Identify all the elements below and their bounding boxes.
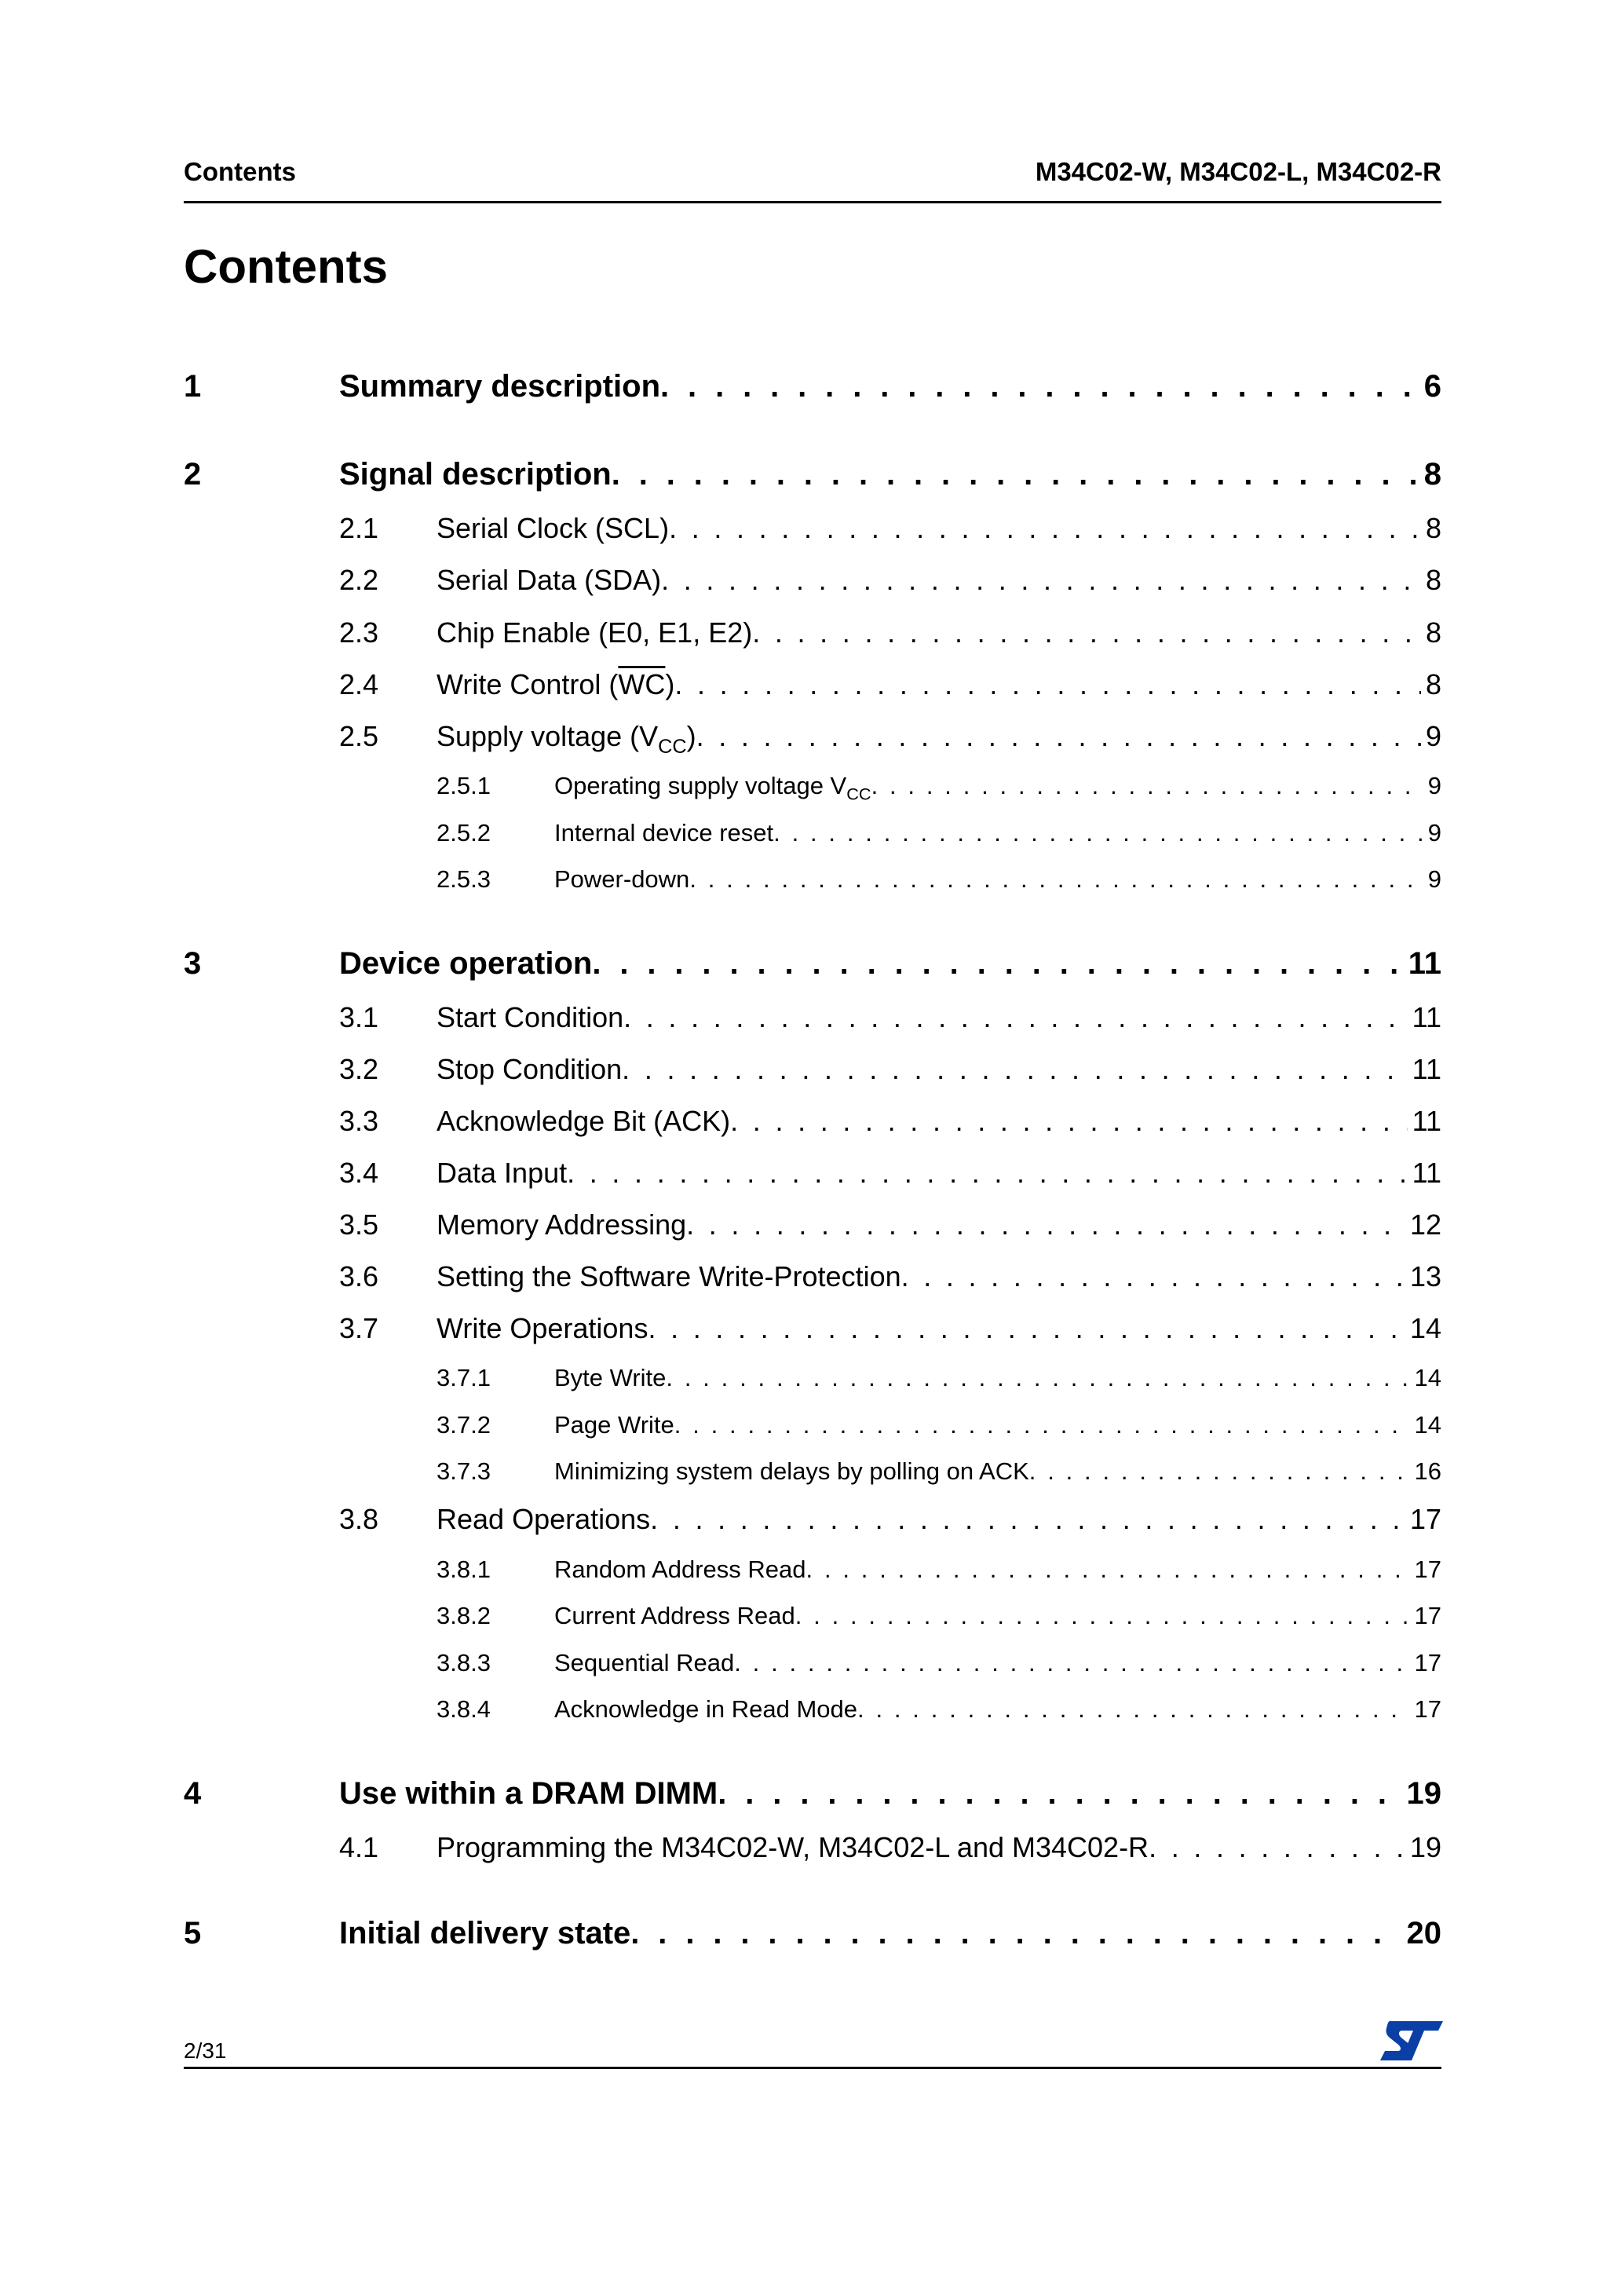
toc-leader (806, 1556, 1410, 1584)
toc-number: 4 (184, 1776, 202, 1811)
toc-title: Summary description (339, 369, 661, 404)
toc-leader (623, 1001, 1407, 1034)
toc-title: Serial Data (SDA) (437, 564, 662, 596)
toc-page: 9 (1427, 865, 1441, 893)
toc-page: 8 (1425, 616, 1441, 649)
toc-page: 8 (1425, 564, 1441, 596)
toc-leader (773, 819, 1423, 847)
toc-title: Power-down (554, 865, 690, 893)
toc-title: Byte Write (554, 1364, 667, 1391)
toc-page: 13 (1409, 1260, 1441, 1292)
header-rule (184, 201, 1441, 203)
toc-number: 2.4 (339, 668, 379, 700)
toc-title: Signal description (339, 457, 612, 492)
toc-entry-3-2[interactable] (184, 1053, 1441, 1086)
toc-number: 3.8.1 (437, 1556, 491, 1583)
toc-title: Programming the M34C02-W, M34C02-L and M34C02-R (437, 1831, 1149, 1863)
toc-title-part: ) (686, 720, 696, 752)
toc-title: Internal device reset (554, 819, 774, 846)
toc-number: 3.8 (339, 1503, 379, 1535)
toc-title: Device operation (339, 946, 593, 981)
toc-number: 4.1 (339, 1831, 379, 1863)
toc-leader (674, 668, 1421, 701)
toc-number: 2.5.2 (437, 819, 491, 846)
toc-entry-3-7-2[interactable] (184, 1411, 1441, 1439)
toc-page: 12 (1409, 1208, 1441, 1241)
toc-number: 2.2 (339, 564, 379, 596)
toc-entry-2-2[interactable] (184, 564, 1441, 597)
toc-entry-2-5-3[interactable] (184, 865, 1441, 894)
toc-number: 3.4 (339, 1157, 379, 1189)
toc-page: 17 (1414, 1649, 1441, 1676)
toc-leader (795, 1602, 1410, 1630)
toc-title: Random Address Read (554, 1556, 806, 1583)
toc-number: 3.7.1 (437, 1364, 491, 1391)
toc-title-overline: $\overline{WC}$ (618, 668, 666, 700)
toc-title: Minimizing system delays by polling on ACK (554, 1457, 1029, 1485)
toc-page: 14 (1414, 1364, 1441, 1391)
toc-title: Current Address Read (554, 1602, 795, 1629)
toc-title: Serial Clock (SCL) (437, 512, 670, 544)
toc-entry-2-4[interactable] (184, 668, 1441, 701)
toc-page: 17 (1414, 1695, 1441, 1723)
toc-page: 8 (1423, 457, 1441, 492)
toc-title: Sequential Read (554, 1649, 735, 1676)
toc-number: 2 (184, 457, 202, 492)
toc-number: 2.5 (339, 720, 379, 752)
toc-entry-3-8-3[interactable] (184, 1649, 1441, 1677)
toc-leader (674, 1411, 1410, 1439)
toc-number: 3.1 (339, 1001, 379, 1033)
toc-title (437, 720, 696, 758)
st-logo-shape (1380, 2021, 1443, 2060)
toc-title: Read Operations (437, 1503, 651, 1535)
toc-title-subscript: CC (658, 735, 687, 758)
page-number: 2/31 (184, 2038, 227, 2063)
toc-title (437, 668, 674, 701)
toc-entry-2-5-1[interactable] (184, 772, 1441, 804)
toc-entry-2-1[interactable] (184, 512, 1441, 545)
toc-page: 17 (1414, 1556, 1441, 1583)
toc-leader (648, 1312, 1405, 1345)
toc-entry-3-7[interactable] (184, 1312, 1441, 1345)
toc-entry-3-8-2[interactable] (184, 1602, 1441, 1630)
toc-title-part: Operating supply voltage V (554, 772, 847, 799)
toc-page: 11 (1412, 1001, 1441, 1033)
toc-entry-5[interactable] (184, 1916, 1441, 1951)
toc-number: 3.7 (339, 1312, 379, 1344)
toc-title: Use within a DRAM DIMM (339, 1776, 718, 1811)
toc-title-subscript: CC (846, 784, 871, 804)
toc-number: 3.8.4 (437, 1695, 491, 1723)
toc-number: 3.8.3 (437, 1649, 491, 1676)
toc-entry-3-5[interactable] (184, 1208, 1441, 1241)
toc-page: 19 (1406, 1776, 1441, 1811)
toc-leader (734, 1649, 1409, 1677)
toc-page: 11 (1412, 1105, 1441, 1137)
toc-entry-3-6[interactable] (184, 1260, 1441, 1293)
toc-number: 2.5.3 (437, 865, 491, 893)
toc-title-part: ) (665, 668, 675, 700)
toc-leader (871, 772, 1423, 800)
toc-entry-4[interactable] (184, 1776, 1441, 1812)
toc-number: 3.2 (339, 1053, 379, 1085)
toc-title (554, 772, 871, 804)
toc-leader (730, 1105, 1407, 1138)
toc-leader (1029, 1457, 1410, 1486)
toc-title: Acknowledge Bit (ACK) (437, 1105, 731, 1137)
toc-title: Data Input (437, 1157, 568, 1189)
toc-entry-3[interactable] (184, 946, 1441, 982)
toc-page: 11 (1412, 1053, 1441, 1085)
toc-leader (650, 1503, 1405, 1536)
toc-number: 2.3 (339, 616, 379, 649)
toc-number: 3.3 (339, 1105, 379, 1137)
toc-entry-3-4[interactable] (184, 1157, 1441, 1190)
page-title: Contents (184, 240, 388, 293)
toc-entry-1[interactable] (184, 369, 1441, 404)
toc-page: 16 (1414, 1457, 1441, 1485)
toc-number: 1 (184, 369, 202, 404)
running-header-section: Contents (184, 157, 296, 186)
toc-number: 3.6 (339, 1260, 379, 1292)
toc-leader (857, 1695, 1409, 1724)
toc-entry-3-7-1[interactable] (184, 1364, 1441, 1392)
toc-leader (660, 369, 1419, 404)
toc-title: Memory Addressing (437, 1208, 687, 1241)
toc-entry-3-8-4[interactable] (184, 1695, 1441, 1724)
toc-page: 14 (1414, 1411, 1441, 1439)
toc-leader (752, 616, 1421, 649)
toc-entry-2-3[interactable] (184, 616, 1441, 649)
toc-leader (686, 1208, 1405, 1241)
toc-entry-3-8-1[interactable] (184, 1556, 1441, 1584)
toc-number: 3 (184, 946, 202, 981)
toc-leader (630, 1916, 1401, 1951)
st-logo-icon (1379, 2020, 1445, 2062)
toc-leader (592, 946, 1403, 982)
running-header-part-numbers: M34C02-W, M34C02-L, M34C02-R (1035, 157, 1441, 186)
toc-leader (612, 457, 1419, 492)
toc-page: 20 (1406, 1916, 1441, 1951)
toc-number: 3.7.3 (437, 1457, 491, 1485)
toc-page: 11 (1412, 1157, 1441, 1189)
footer-rule (184, 2067, 1441, 2069)
toc-page: 9 (1427, 772, 1441, 799)
toc-leader (696, 720, 1421, 753)
toc-entry-3-1[interactable] (184, 1001, 1441, 1034)
toc-entry-3-7-3[interactable] (184, 1457, 1441, 1486)
toc-title: Start Condition (437, 1001, 624, 1033)
toc-page: 19 (1409, 1831, 1441, 1863)
toc-leader (666, 1364, 1409, 1392)
toc-leader (567, 1157, 1408, 1190)
toc-entry-2-5-2[interactable] (184, 819, 1441, 847)
toc-title: Page Write (554, 1411, 674, 1439)
toc-page: 17 (1409, 1503, 1441, 1535)
toc-title: Chip Enable (E0, E1, E2) (437, 616, 753, 649)
toc-title: Initial delivery state (339, 1916, 631, 1951)
toc-entry-2-5[interactable] (184, 720, 1441, 758)
toc-leader (661, 564, 1421, 597)
toc-title: Acknowledge in Read Mode (554, 1695, 858, 1723)
toc-page: 17 (1414, 1602, 1441, 1629)
toc-leader (622, 1053, 1407, 1086)
toc-title-part: Write Control ( (437, 668, 619, 700)
toc-entry-3-3[interactable] (184, 1105, 1441, 1138)
toc-entry-3-8[interactable] (184, 1503, 1441, 1536)
toc-number: 3.8.2 (437, 1602, 491, 1629)
toc-leader (669, 512, 1421, 545)
toc-entry-4-1[interactable] (184, 1831, 1441, 1864)
toc-number: 2.1 (339, 512, 379, 544)
toc-title-part: Supply voltage (V (437, 720, 659, 752)
toc-title: Setting the Software Write-Protection (437, 1260, 901, 1292)
toc-page: 6 (1423, 369, 1441, 404)
toc-number: 2.5.1 (437, 772, 491, 799)
toc-page: 9 (1427, 819, 1441, 846)
toc-number: 3.5 (339, 1208, 379, 1241)
toc-page: 9 (1425, 720, 1441, 752)
toc-page: 8 (1425, 668, 1441, 700)
toc-leader (901, 1260, 1405, 1293)
toc-page: 14 (1409, 1312, 1441, 1344)
toc-title: Write Operations (437, 1312, 648, 1344)
toc-page: 11 (1408, 946, 1441, 981)
toc-leader (718, 1776, 1401, 1812)
toc-leader (1149, 1831, 1405, 1864)
toc-entry-2[interactable] (184, 457, 1441, 492)
toc-number: 3.7.2 (437, 1411, 491, 1439)
toc-number: 5 (184, 1916, 202, 1951)
toc-page: 8 (1425, 512, 1441, 544)
toc-leader (689, 865, 1423, 894)
toc-title: Stop Condition (437, 1053, 623, 1085)
